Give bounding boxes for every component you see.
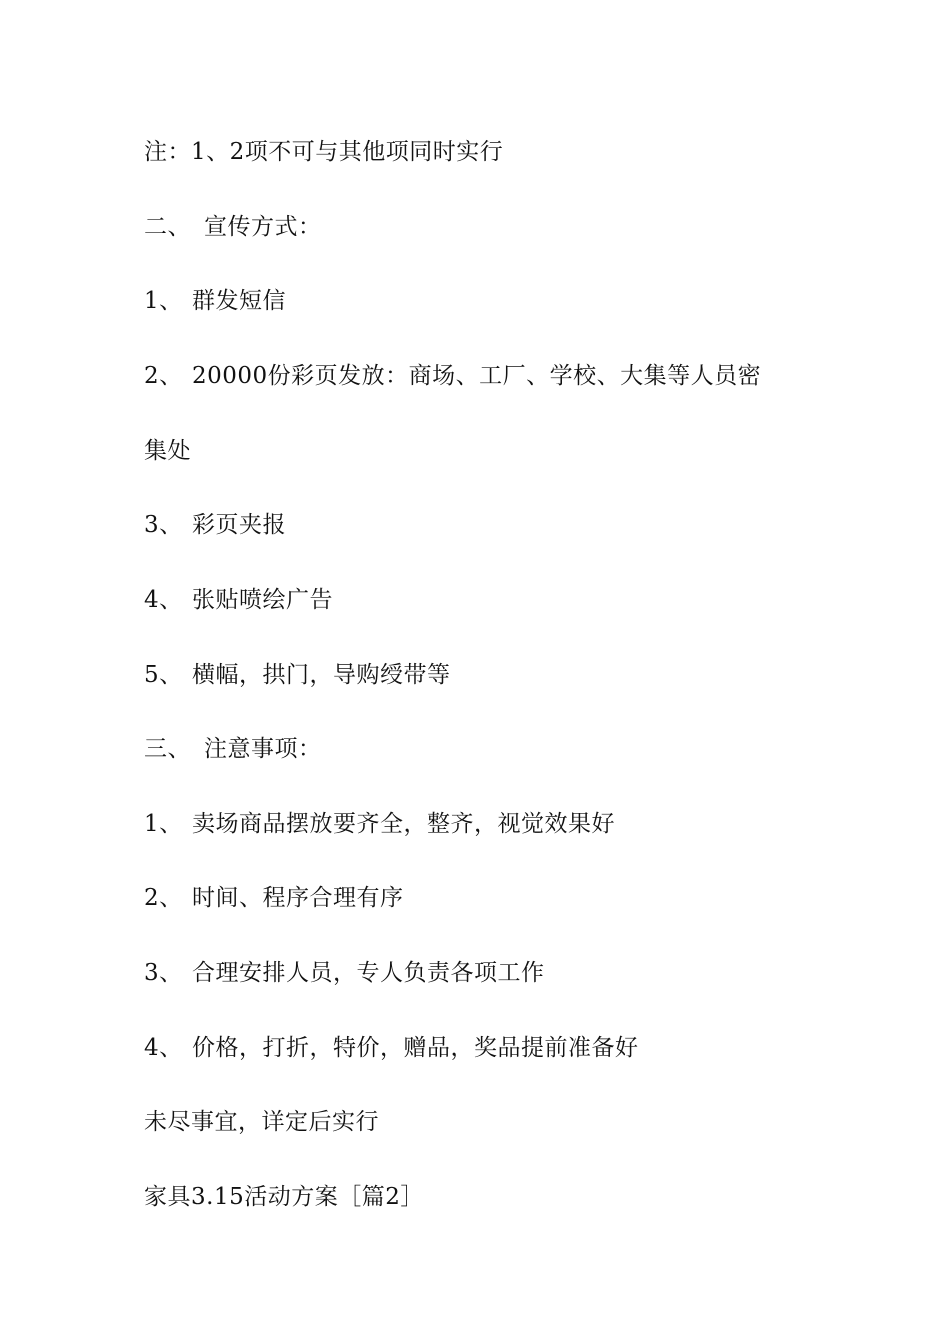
item-text: 卖场商品摆放要齐全，整齐，视觉效果好 — [192, 811, 615, 837]
item-number: 1、 — [144, 288, 183, 314]
note-line — [144, 137, 503, 167]
list-item — [144, 585, 333, 615]
item-number: 2、 — [144, 885, 183, 911]
list-item — [144, 286, 286, 316]
list-item — [144, 883, 404, 913]
item-text: 20000份彩页发放：商场、工厂、学校、大集等人员密 — [192, 363, 762, 389]
list-item-continuation — [144, 436, 191, 466]
next-title-text: 家具3.15活动方案［篇2］ — [144, 1184, 424, 1210]
item-text: 时间、程序合理有序 — [192, 885, 404, 911]
item-text: 横幅，拱门，导购绶带等 — [192, 662, 451, 688]
list-item — [144, 809, 615, 839]
list-item — [144, 958, 545, 988]
closing-text: 未尽事宜，详定后实行 — [144, 1109, 379, 1135]
section-heading-notes — [144, 734, 322, 764]
list-item — [144, 660, 451, 690]
item-number: 3、 — [144, 512, 183, 538]
item-number: 1、 — [144, 811, 183, 837]
item-number: 5、 — [144, 662, 183, 688]
next-article-title — [144, 1182, 424, 1212]
closing-line — [144, 1107, 379, 1137]
item-text: 价格，打折，特价，赠品，奖品提前准备好 — [192, 1035, 639, 1061]
item-text: 群发短信 — [192, 288, 286, 314]
section-heading-publicity — [144, 212, 322, 242]
list-item — [144, 1033, 639, 1063]
item-number: 2、 — [144, 363, 183, 389]
section-title: 注意事项： — [204, 736, 322, 762]
list-item — [144, 361, 761, 391]
item-number: 4、 — [144, 587, 183, 613]
item-text: 集处 — [144, 438, 191, 464]
section-title: 宣传方式： — [204, 214, 322, 240]
section-number: 二、 — [144, 214, 191, 240]
item-text: 合理安排人员，专人负责各项工作 — [192, 960, 545, 986]
item-text: 张贴喷绘广告 — [192, 587, 333, 613]
item-number: 4、 — [144, 1035, 183, 1061]
item-text: 彩页夹报 — [192, 512, 286, 538]
note-text: 注：1、2项不可与其他项同时实行 — [144, 139, 504, 165]
section-number: 三、 — [144, 736, 191, 762]
item-number: 3、 — [144, 960, 183, 986]
list-item — [144, 510, 286, 540]
